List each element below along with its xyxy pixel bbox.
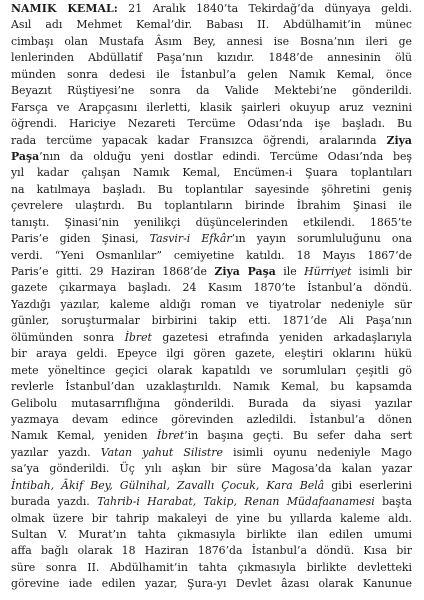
text-run: sa’ya gönderildi. Üç yılı aşkın bir süre Magosa’da kalan yazar bbox=[11, 462, 412, 476]
text-line bbox=[11, 182, 412, 198]
text-line bbox=[11, 149, 412, 165]
text-line bbox=[11, 297, 412, 313]
text-run: gazete çıkarmaya başladı. 24 Kasım 1870’te İstanbul’a döndü. bbox=[11, 281, 412, 295]
text-line bbox=[11, 165, 412, 181]
text-run: Paris’e gitti. 29 Haziran 1868’de bbox=[11, 265, 215, 278]
text-line bbox=[11, 133, 412, 149]
text-line bbox=[11, 34, 412, 50]
text-line bbox=[11, 280, 412, 296]
text-run: ’nın da olduğu yeni dostlar edindi. Tercüme Odası’nda beş bbox=[39, 149, 412, 163]
italic-title: İbret bbox=[124, 330, 152, 344]
text-line bbox=[11, 100, 412, 116]
text-line bbox=[11, 50, 412, 66]
text-line bbox=[11, 543, 412, 559]
text-line bbox=[11, 313, 412, 329]
text-line bbox=[11, 461, 412, 477]
text-run: öğrendi. Hariciye Nezareti Tercüme Odası’nda işe başladı. Bu bbox=[11, 117, 412, 131]
text-line bbox=[11, 445, 412, 461]
bold-name: NAMIK KEMAL: bbox=[11, 2, 118, 15]
text-line bbox=[11, 576, 412, 592]
text-run: tanıştı. Şinasi’nin yenilikçi düşüncelerinden etkilendi. 1865’te bbox=[11, 215, 412, 229]
text-line bbox=[11, 17, 412, 33]
text-run: gibi eserlerini bbox=[324, 478, 412, 492]
text-line bbox=[11, 198, 412, 214]
text-line bbox=[11, 396, 412, 412]
text-line bbox=[11, 264, 412, 280]
text-run: affa bağlı olarak 18 Haziran 1876’da İstanbul’a döndü. Kısa bir bbox=[11, 544, 412, 558]
text-run: yazmaya devam edince görevinden azledildi. İstanbul’a dönen bbox=[11, 412, 412, 426]
text-run: yazılar yazdı. bbox=[11, 445, 101, 459]
text-run: isimli oyunu nedeniyle Mago bbox=[222, 445, 412, 459]
italic-title: Tasvir-i Efkâr bbox=[149, 232, 232, 246]
text-line bbox=[11, 231, 412, 247]
text-run: isimli bir bbox=[351, 265, 412, 278]
text-line bbox=[11, 412, 412, 428]
text-line bbox=[11, 215, 412, 231]
text-run: süre sonra II. Abdülhamit’in tahta çıkmasıyla birlikte devletteki bbox=[11, 560, 412, 574]
text-line bbox=[11, 511, 412, 527]
text-run: ’ın yayın sorumluluğunu ona bbox=[231, 232, 412, 246]
text-run: mete yöneltince geçici olarak kapatıldı ve sorumluları çeşitli gö bbox=[11, 363, 412, 377]
text-run: burada yazdı. bbox=[11, 495, 98, 509]
text-run: Sultan V. Murat’ın tahta çıkmasıyla birlikte ilan edilen umumi bbox=[11, 528, 412, 541]
text-run: lenlerinden Abdüllatif Paşa’nın kızıdır. 1848’de annesinin ölü bbox=[11, 51, 412, 65]
text-line bbox=[11, 494, 412, 510]
text-run: çevrelere ulaştırdı. Bu toplantıların birinde İbrahim Şinasi ile bbox=[11, 199, 412, 213]
text-line bbox=[11, 478, 412, 494]
bold-name: Paşa bbox=[11, 149, 40, 163]
text-run: günler, soruşturmalar birbirini takip etti. 1871’de Ali Paşa’nın bbox=[11, 314, 412, 328]
text-run: Namık Kemal, yeniden bbox=[11, 429, 157, 443]
text-run: ’in başına geçti. Bu sefer daha sert bbox=[184, 429, 412, 443]
italic-title: Tahrib-i Harabat, Takip, Renan Müdafaanamesi bbox=[97, 495, 375, 509]
text-run: cimbaşı olan Mustafa Âsım Bey, annesi ise Bosna’nın ileri ge bbox=[11, 34, 412, 48]
text-run: Yazdığı yazılar, kaleme aldığı roman ve tiyatrolar nedeniyle sür bbox=[11, 297, 412, 311]
text-line bbox=[11, 379, 412, 395]
text-run: revlerle İstanbul’dan uzaklaştırıldı. Namık Kemal, bu kapsamda bbox=[11, 380, 412, 394]
text-line bbox=[11, 116, 412, 132]
text-line bbox=[11, 330, 412, 346]
text-run: olmak üzere bir tahrip makaleyi de yine bu yıllarda kaleme aldı. bbox=[11, 511, 412, 525]
text-run: bir araya geldi. Epeyce ilgi gören gazete, eleştiri oklarını hükü bbox=[11, 347, 412, 361]
text-run: rada tercüme yapacak kadar Fransızca öğrendi, aralarında bbox=[11, 133, 387, 147]
text-run: 21 Aralık 1840’ta Tekirdağ’da dünyaya geldi. bbox=[117, 2, 412, 15]
text-line bbox=[11, 67, 412, 83]
text-run: ölümünden sonra bbox=[11, 330, 125, 344]
text-run: görevine iade edilen yazar, Şura-yı Devlet âzası olarak Kanunue bbox=[11, 577, 412, 591]
italic-title: Vatan yahut Silistre bbox=[100, 445, 223, 459]
bold-name: Ziya bbox=[386, 133, 412, 147]
text-line bbox=[11, 248, 412, 264]
text-line bbox=[11, 83, 412, 99]
text-run: yıl kadar çalışan Namık Kemal, Encümen-i Şuara toplantıları bbox=[11, 166, 412, 180]
text-run: verdi. “Yeni Osmanlılar” cemiyetine katıldı. 18 Mayıs 1867’de bbox=[11, 248, 412, 262]
italic-title: İbret bbox=[156, 429, 185, 443]
text-run: Asıl adı Mehmet Kemal’dir. Babası II. Abdülhamit’in münec bbox=[11, 18, 412, 32]
italic-title: Hürriyet bbox=[304, 265, 352, 278]
text-line bbox=[11, 363, 412, 379]
bold-name: Ziya Paşa bbox=[214, 265, 276, 278]
text-line bbox=[11, 560, 412, 576]
text-run: münden sonra dedesi ile İstanbul’a gelen Namık Kemal, önce bbox=[11, 67, 412, 81]
text-line bbox=[11, 346, 412, 362]
text-run: ile bbox=[275, 265, 305, 278]
text-run: Beyazıt Rüştiyesi’ne sonra da Valide Mektebi’ne gönderildi. bbox=[11, 84, 412, 98]
text-run: Farsça ve Arapçasını ilerletti, klasik şairleri okuyup aruz veznini bbox=[11, 100, 412, 114]
text-run: gazetesi etrafında yeniden arkadaşlarıyla bbox=[151, 330, 412, 344]
text-line bbox=[11, 428, 412, 444]
text-line bbox=[11, 1, 412, 17]
biography-text bbox=[11, 1, 412, 593]
text-run: Gelibolu mutasarrıflığına gönderildi. Burada da siyasi yazılar bbox=[11, 396, 412, 410]
text-run: na katılmaya başladı. Bu toplantılar sayesinde şöhretini geniş bbox=[11, 182, 412, 196]
text-line bbox=[11, 527, 412, 543]
italic-title: İntibah, Âkif Bey, Gülnihal, Zavallı Çocuk, Kara Belâ bbox=[11, 478, 325, 492]
text-run: başta bbox=[374, 495, 412, 509]
text-run: Paris’e giden Şinasi, bbox=[11, 232, 150, 246]
